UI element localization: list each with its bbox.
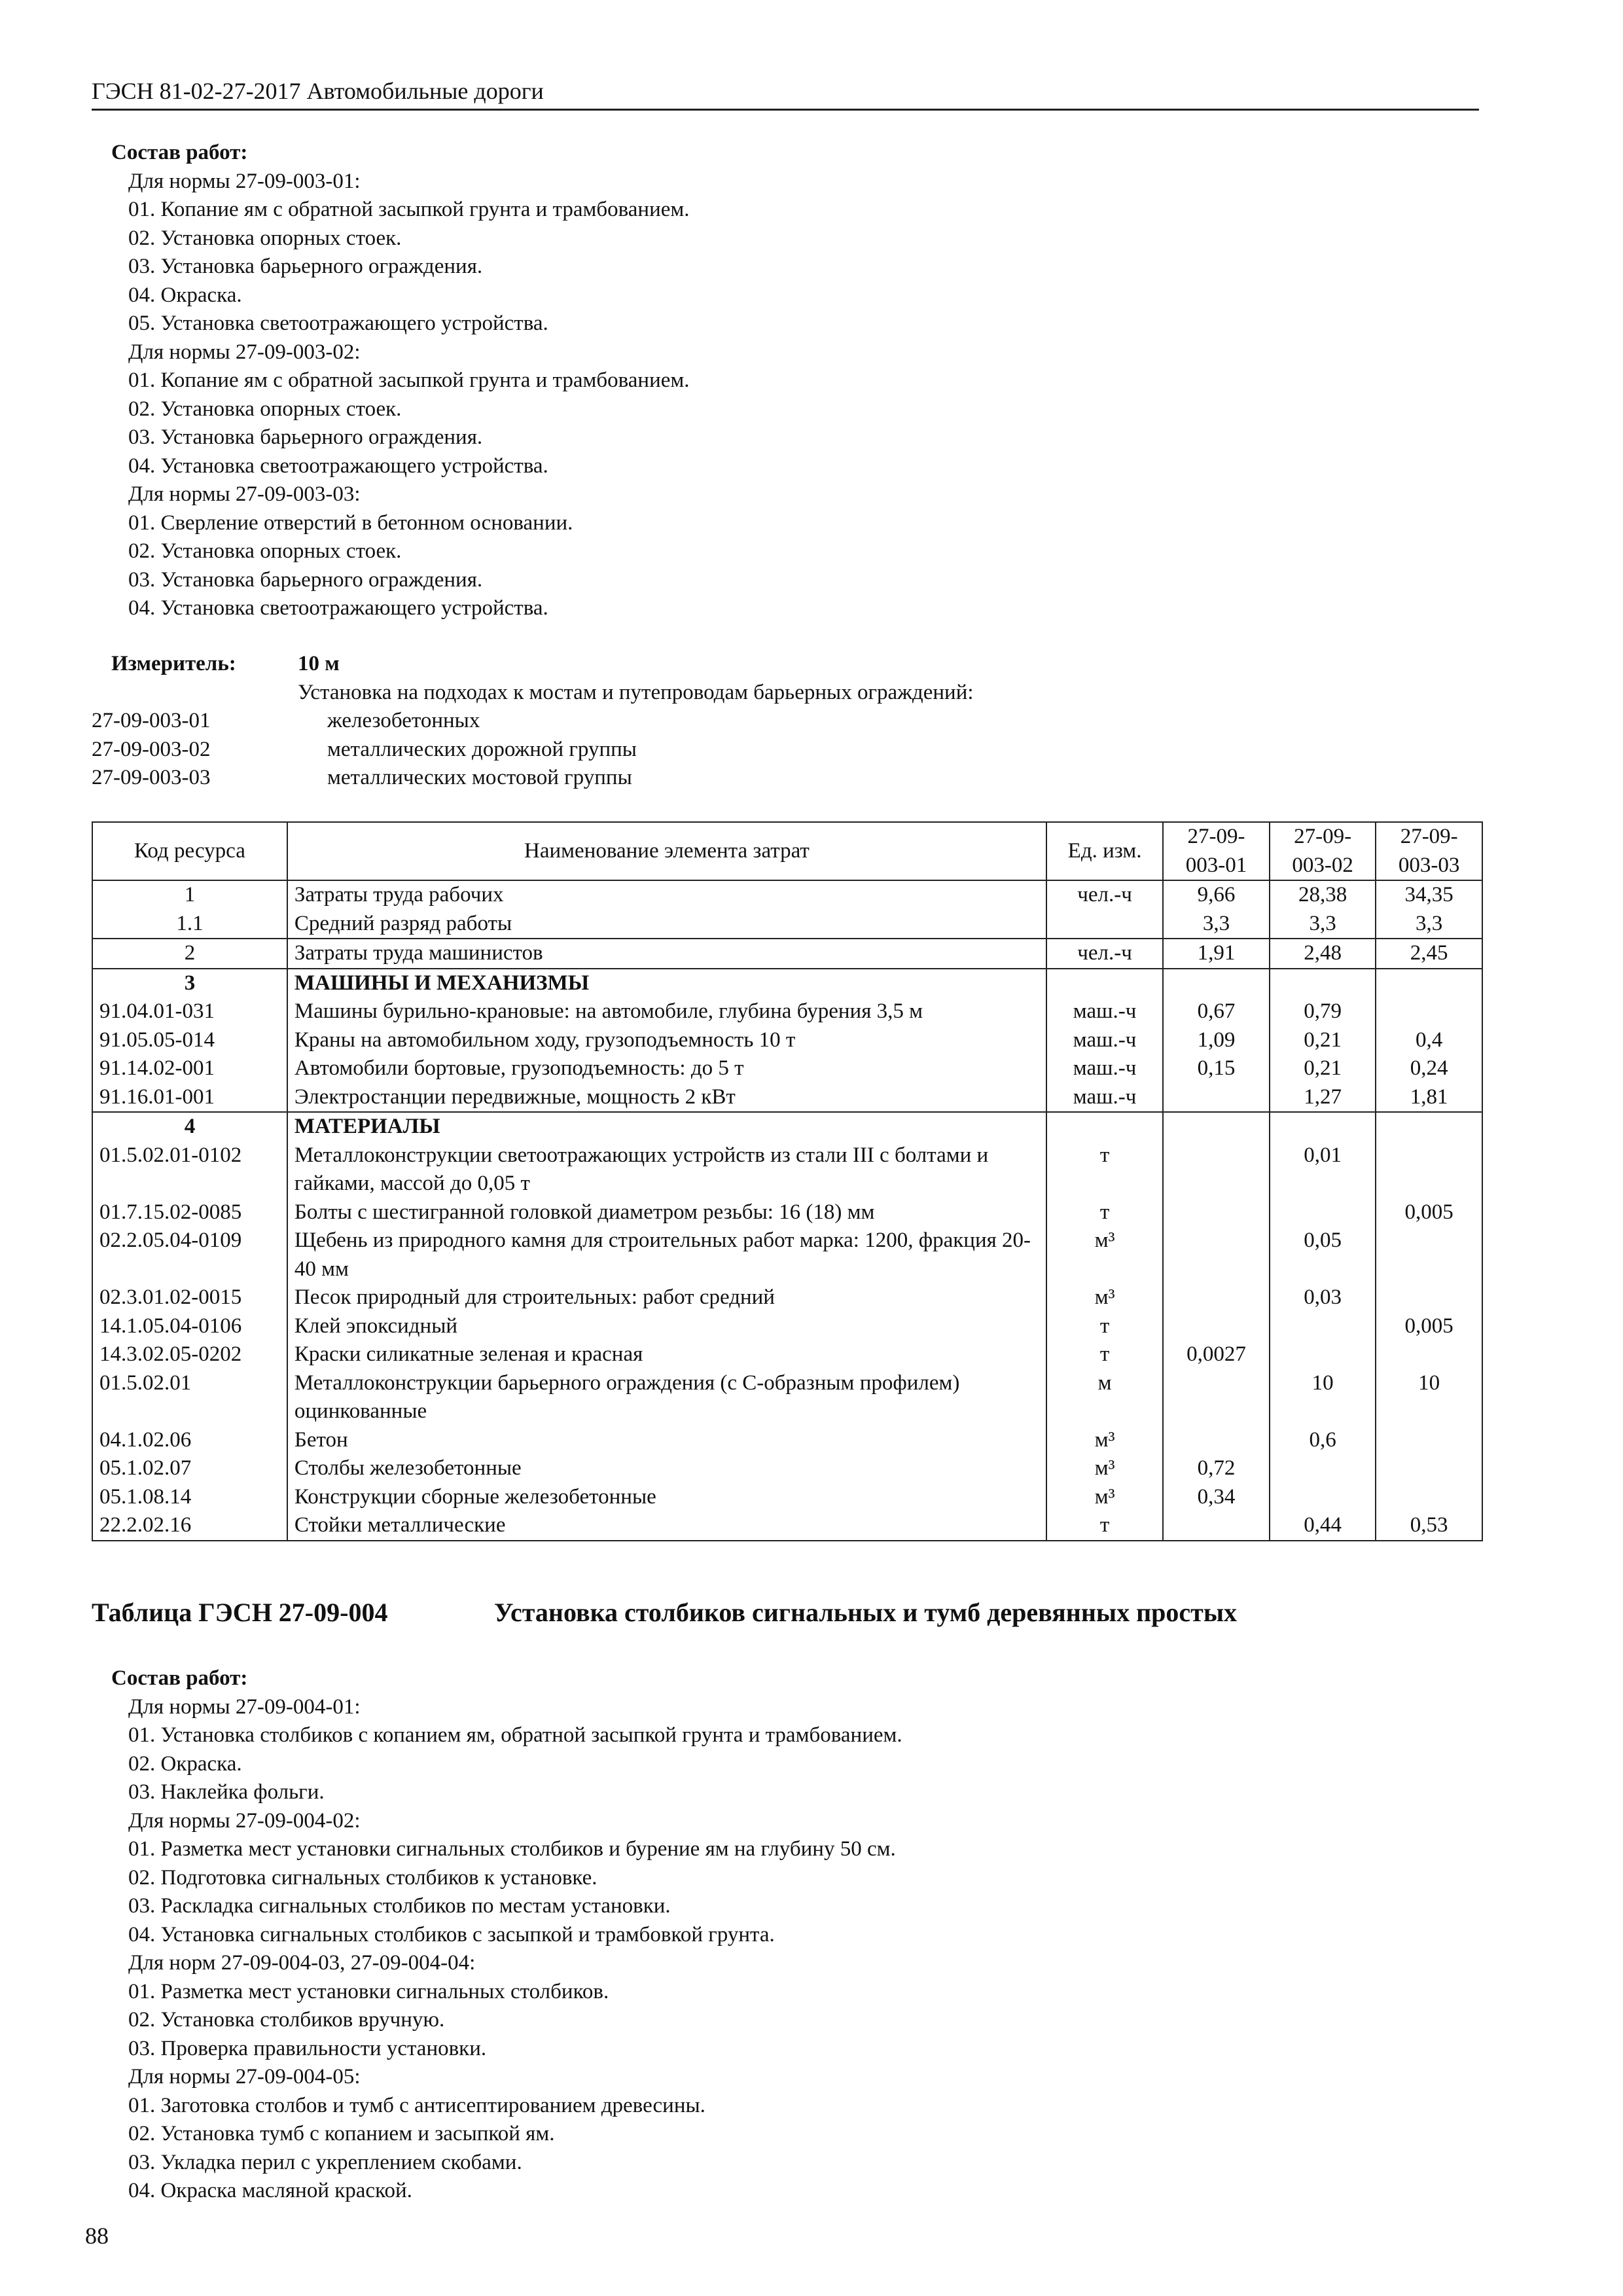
work-line: 02. Установка опорных стоек. [128,539,402,563]
table-row: 2 Затраты труда машинистов чел.-ч 1,91 2,48 2,45 [92,939,1482,969]
table-section-row: 3 МАШИНЫ И МЕХАНИЗМЫ [92,969,1482,998]
table-title-code: Таблица ГЭСН 27-09-004 [92,1598,388,1627]
work-line: 03. Раскладка сигнальных столбиков по местам установки. [128,1894,671,1918]
table-row: 22.2.02.16 Стойки металлические т 0,44 0,53 [92,1511,1482,1541]
norm-name: металлических мостовой группы [327,766,632,789]
norm-name: металлических дорожной группы [327,737,637,761]
header-rule [92,109,1479,111]
work-line: 03. Проверка правильности установки. [128,2036,487,2060]
table-row: 1.1 Средний разряд работы 3,3 3,3 3,3 [92,910,1482,939]
work-line: 02. Окраска. [128,1751,242,1776]
work-line: Для нормы 27-09-003-02: [128,340,361,364]
work-line: 01. Копание ям с обратной засыпкой грунта и трамбованием. [128,368,690,392]
measure-value: 10 м [298,652,340,675]
work-line: 04. Установка светоотражающего устройства. [128,454,548,478]
work-line: 03. Установка барьерного ограждения. [128,255,483,278]
work-line: 01. Установка столбиков с копанием ям, обратной засыпкой грунта и трамбованием. [128,1723,902,1747]
norm-code: 27-09-003-03 [92,766,211,789]
work-line: 01. Копание ям с обратной засыпкой грунта и трамбованием. [128,198,690,221]
table-row: 05.1.08.14 Конструкции сборные железобетонные м³ 0,34 [92,1483,1482,1512]
table-row: 1 Затраты труда рабочих чел.-ч 9,66 28,38 34,35 [92,880,1482,910]
work-line: 02. Установка опорных стоек. [128,226,402,250]
norm-name: железобетонных [327,709,480,732]
work-line: 05. Установка светоотражающего устройства. [128,312,548,335]
work-line: 01. Сверление отверстий в бетонном основании. [128,511,573,535]
table-row: 05.1.02.07 Столбы железобетонные м³ 0,72 [92,1454,1482,1483]
work-composition-27-09-003 [92,139,690,623]
table-header-row [92,822,1482,880]
work-line: Для нормы 27-09-004-02: [128,1808,361,1833]
header-unit: Ед. изм. [1046,822,1163,880]
work-line: 03. Установка барьерного ограждения. [128,425,483,449]
work-line: 04. Окраска. [128,283,242,307]
table-row: 02.2.05.04-0109 Щебень из природного камня для строительных работ марка: 1200, фракция 20-40 мм м³ 0,05 [92,1227,1482,1283]
work-line: Для нормы 27-09-004-01: [128,1695,361,1719]
work-line: 02. Установка тумб с копанием и засыпкой ям. [128,2122,555,2145]
table-row: 91.14.02-001 Автомобили бортовые, грузоподъемность: до 5 т маш.-ч 0,15 0,21 0,24 [92,1054,1482,1083]
header-norm-2: 27-09- 003-02 [1270,822,1376,880]
header-name: Наименование элемента затрат [287,822,1046,880]
table-row: 01.5.02.01-0102 Металлоконструкции светоотражающих устройств из стали III с болтами и гайками, массой до 0,05 т т 0,01 [92,1141,1482,1198]
table-row: 01.5.02.01 Металлоконструкции барьерного ограждения (с С-образным профилем) оцинкованные м 10 10 [92,1369,1482,1426]
work-line: 02. Установка опорных стоек. [128,397,402,421]
work-composition-27-09-004 [92,1664,902,2206]
table-row: 02.3.01.02-0015 Песок природный для строительных: работ средний м³ 0,03 [92,1283,1482,1312]
running-header: ГЭСН 81-02-27-2017 Автомобильные дороги [92,78,544,104]
work-line: 04. Окраска масляной краской. [128,2179,412,2202]
header-norm-3: 27-09- 003-03 [1376,822,1482,880]
table-row: 04.1.02.06 Бетон м³ 0,6 [92,1426,1482,1455]
work-line: Для нормы 27-09-003-03: [128,482,361,506]
work-composition-heading: Состав работ: [111,141,248,164]
work-line: 01. Разметка мест установки сигнальных столбиков. [128,1979,609,2003]
work-line: Для норм 27-09-004-03, 27-09-004-04: [128,1951,476,1975]
work-line: 02. Установка столбиков вручную. [128,2008,445,2032]
work-line: Для нормы 27-09-004-05: [128,2065,361,2089]
table-row: 91.05.05-014 Краны на автомобильном ходу, грузоподъемность 10 т маш.-ч 1,09 0,21 0,4 [92,1026,1482,1055]
work-line: Для нормы 27-09-003-01: [128,169,361,193]
measure-label: Измеритель: [111,652,236,675]
norm-code: 27-09-003-02 [92,737,211,761]
table-row: 14.3.02.05-0202 Краски силикатные зеленая и красная т 0,0027 [92,1340,1482,1369]
work-composition-heading: Состав работ: [111,1666,248,1690]
work-line: 01. Разметка мест установки сигнальных столбиков и бурение ям на глубину 50 см. [128,1837,896,1861]
table-title-name: Установка столбиков сигнальных и тумб деревянных простых [494,1598,1238,1627]
table-section-row: 4 МАТЕРИАЛЫ [92,1112,1482,1141]
table-row: 14.1.05.04-0106 Клей эпоксидный т 0,005 [92,1312,1482,1341]
work-line: 04. Установка светоотражающего устройства. [128,596,548,620]
work-line: 02. Подготовка сигнальных столбиков к установке. [128,1865,597,1890]
table-row: 91.16.01-001 Электростанции передвижные, мощность 2 кВт маш.-ч 1,27 1,81 [92,1083,1482,1113]
work-line: 01. Заготовка столбов и тумб с антисептированием древесины. [128,2093,705,2117]
header-norm-1: 27-09- 003-01 [1163,822,1270,880]
header-code: Код ресурса [92,822,287,880]
work-line: 04. Установка сигнальных столбиков с засыпкой и трамбовкой грунта. [128,1922,775,1946]
work-line: 03. Укладка перил с укреплением скобами. [128,2150,522,2174]
page-number: 88 [85,2223,109,2249]
work-line: 03. Наклейка фольги. [128,1780,325,1804]
table-row: 01.7.15.02-0085 Болты с шестигранной головкой диаметром резьбы: 16 (18) мм т 0,005 [92,1198,1482,1227]
resource-cost-table [92,821,1483,1541]
work-line: 03. Установка барьерного ограждения. [128,567,483,592]
norm-code: 27-09-003-01 [92,709,211,732]
table-row: 91.04.01-031 Машины бурильно-крановые: на автомобиле, глубина бурения 3,5 м маш.-ч 0,67 0,79 [92,997,1482,1026]
measure-description: Установка на подходах к мостам и путепроводам барьерных ограждений: [298,680,974,704]
table-title [92,1597,1238,1628]
